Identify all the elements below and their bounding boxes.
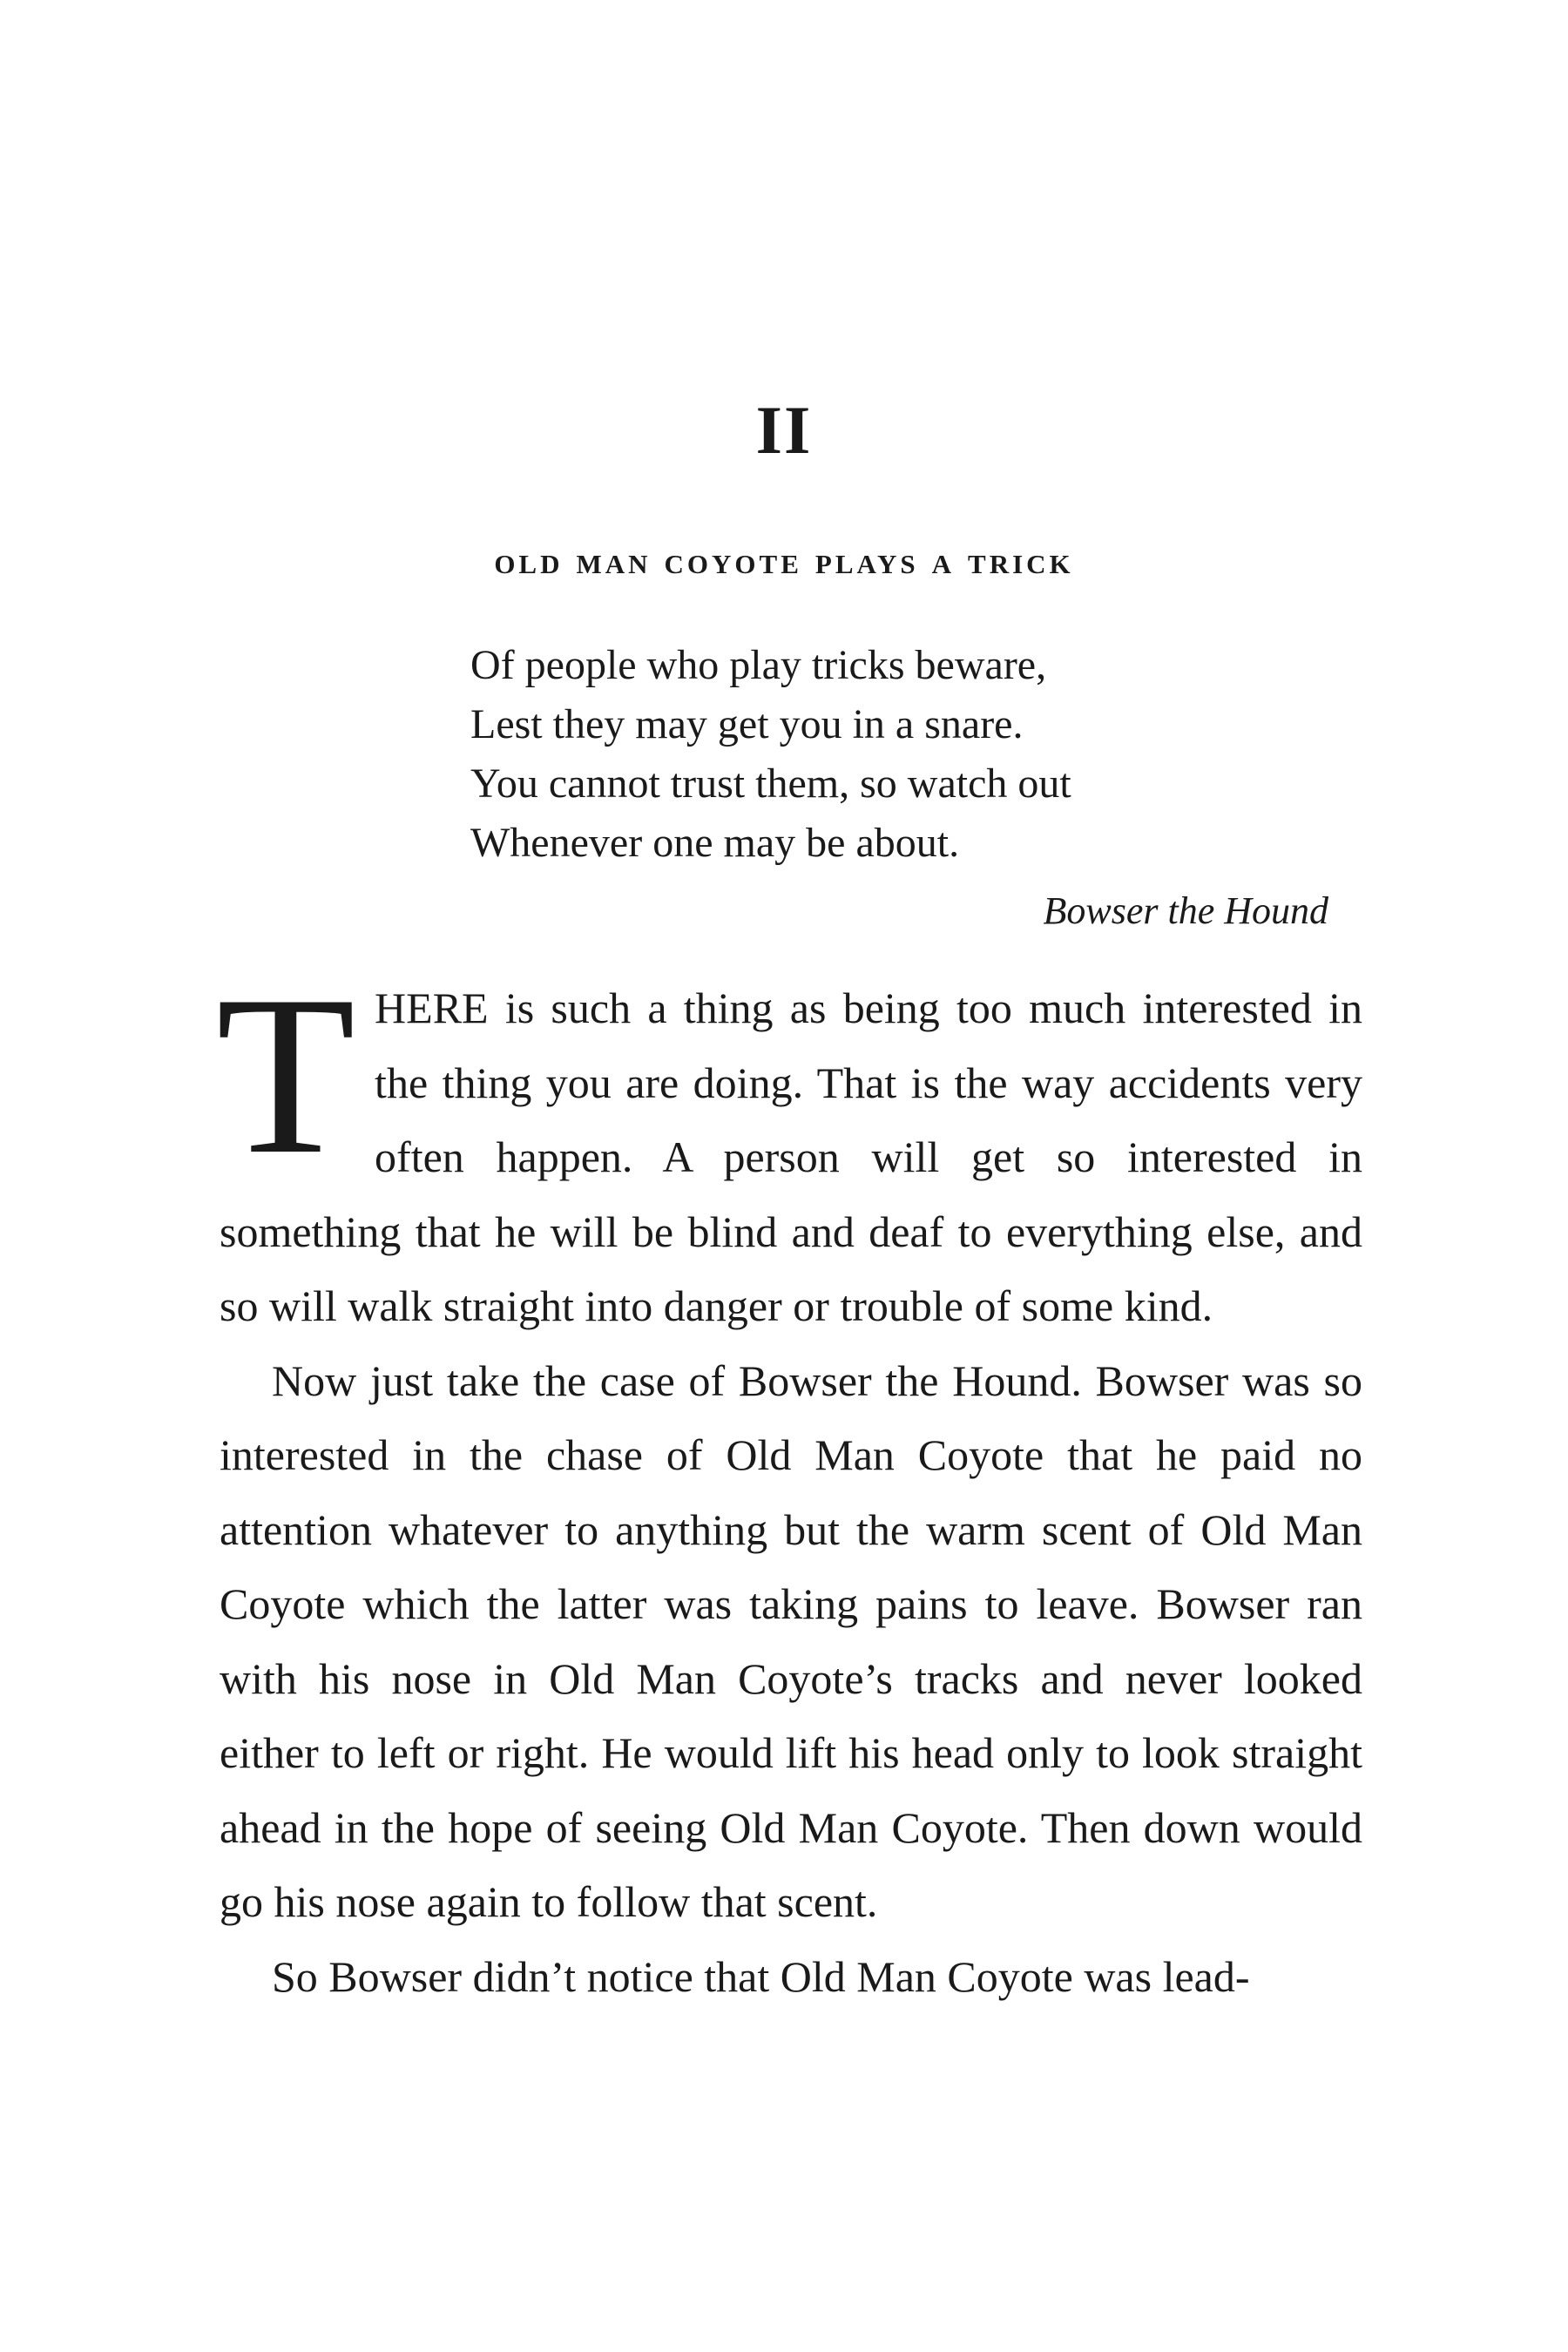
verse-attribution: Bowser the Hound <box>1043 889 1328 932</box>
paragraph: Now just take the case of Bowser the Hound. Bowser was so interested in the chase of Old Man Coyote that he paid no attention whatever to anything but the warm scent of Old Man Coyote which the latter was taking pains to leave. Bowser ran with his nose in Old Man Coyote’s tracks and never looked either to left or right. He would lift his head only to look straight ahead in the hope of seeing Old Man Coyote. Then down would go his nose again to follow that scent. <box>220 1355 1362 1926</box>
paragraph: So Bowser didn’t notice that Old Man Coyote was lead- <box>272 1951 1250 2001</box>
paragraph-text: HERE is such a thing as being too much interested in the thing you are doing. That is the way accidents very often happen. A person will get so interested in something that he will be blind and deaf to everything else, and so will walk straight into danger or trouble of some kind. <box>220 983 1362 1330</box>
chapter-title: old man coyote plays a trick <box>494 539 1074 582</box>
verse-line: Of people who play tricks beware, <box>470 642 1047 688</box>
drop-cap: T <box>216 949 356 1201</box>
chapter-body <box>216 949 1362 2014</box>
verse-line: Whenever one may be about. <box>470 820 960 866</box>
chapter-number: II <box>755 392 813 468</box>
epigraph-verse <box>470 636 1185 873</box>
verse-line: You cannot trust them, so watch out <box>470 760 1071 807</box>
verse-line: Lest they may get you in a snare. <box>470 701 1024 747</box>
paragraph <box>216 949 1362 1344</box>
